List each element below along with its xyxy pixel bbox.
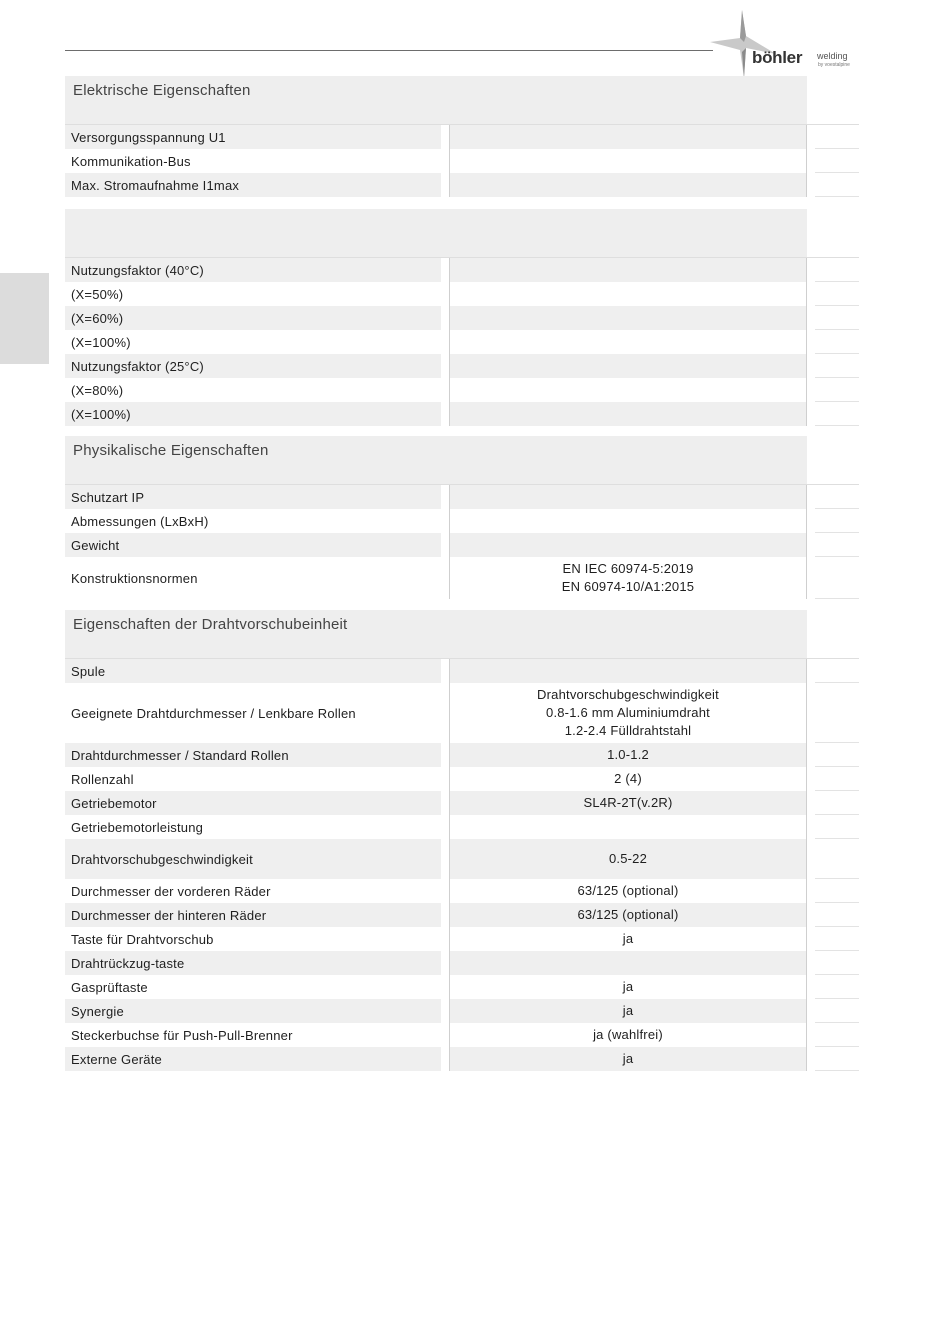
- section-header: [65, 610, 807, 659]
- row-extra: [807, 1023, 859, 1047]
- table-row: [65, 999, 859, 1023]
- row-value: [449, 402, 807, 426]
- table-row: [65, 282, 859, 306]
- row-value: [449, 767, 807, 791]
- section-physikalisch: [65, 436, 859, 599]
- table-row: [65, 791, 859, 815]
- row-extra: [807, 509, 859, 533]
- table-row: [65, 903, 859, 927]
- row-extra: [807, 743, 859, 767]
- row-value: [449, 659, 807, 683]
- row-label: Kommunikation-Bus: [71, 153, 191, 169]
- row-value: [449, 975, 807, 999]
- row-value: [449, 1023, 807, 1047]
- section-title: Physikalische Eigenschaften: [73, 442, 269, 459]
- row-value: [449, 282, 807, 306]
- row-extra: [807, 815, 859, 839]
- row-extra: [807, 951, 859, 975]
- row-extra: [807, 927, 859, 951]
- table-row: [65, 258, 859, 282]
- row-value: [449, 557, 807, 599]
- row-label: Getriebemotor: [65, 791, 441, 815]
- value-line: ja (wahlfrei): [593, 1027, 663, 1042]
- side-tab: [0, 273, 49, 364]
- row-label: Schutzart IP: [65, 485, 441, 509]
- section-elektrisch: [65, 76, 859, 197]
- table-row: [65, 306, 859, 330]
- row-extra: [807, 767, 859, 791]
- section-title: Eigenschaften der Drahtvorschubeinheit: [73, 616, 348, 633]
- row-extra: [807, 839, 859, 879]
- table-row: [65, 509, 859, 533]
- row-extra: [807, 999, 859, 1023]
- table-row: [65, 767, 859, 791]
- table-row: [65, 149, 859, 173]
- table-row: [65, 485, 859, 509]
- row-label: Durchmesser der vorderen Räder: [71, 883, 271, 899]
- row-value: [449, 743, 807, 767]
- row-value: [449, 879, 807, 903]
- row-value: [449, 173, 807, 197]
- header-rule: [65, 50, 713, 51]
- row-value: [449, 306, 807, 330]
- row-value: [449, 330, 807, 354]
- table-row: [65, 533, 859, 557]
- row-value: [449, 125, 807, 149]
- section-header: [65, 76, 807, 125]
- row-extra: [807, 879, 859, 903]
- table-row: [65, 173, 859, 197]
- row-label: Taste für Drahtvorschub: [71, 931, 214, 947]
- table-row: [65, 839, 859, 879]
- row-extra: [807, 378, 859, 402]
- row-label: Gewicht: [65, 533, 441, 557]
- row-value: [449, 378, 807, 402]
- row-extra: [807, 683, 859, 743]
- row-label: Versorgungsspannung U1: [65, 125, 441, 149]
- row-label: Gasprüftaste: [71, 979, 148, 995]
- row-value: [449, 951, 807, 975]
- row-label: Max. Stromaufnahme I1max: [65, 173, 441, 197]
- table-row: [65, 354, 859, 378]
- value-line: 0.5-22: [608, 851, 648, 866]
- table-row: [65, 975, 859, 999]
- section-nutzung: [65, 209, 859, 426]
- row-value: [449, 258, 807, 282]
- row-label: (X=60%): [65, 306, 441, 330]
- value-line: ja: [622, 979, 634, 994]
- row-value: [449, 999, 807, 1023]
- row-label: Getriebemotorleistung: [71, 819, 204, 835]
- table-row: [65, 927, 859, 951]
- row-extra: [807, 125, 859, 149]
- table-row: [65, 1047, 859, 1071]
- section-drahtvorschub: [65, 610, 859, 1071]
- table-row: [65, 659, 859, 683]
- table-row: [65, 402, 859, 426]
- row-value: [449, 149, 807, 173]
- row-extra: [807, 791, 859, 815]
- value-line: EN 60974-10/A1:2015: [561, 579, 695, 594]
- value-line: 1.0-1.2: [607, 747, 649, 762]
- table-row: [65, 879, 859, 903]
- row-extra: [807, 557, 859, 599]
- table-row: [65, 951, 859, 975]
- value-line: 63/125 (optional): [577, 907, 679, 922]
- value-line: EN IEC 60974-5:2019: [562, 561, 694, 576]
- bohler-welding-logo: [706, 8, 866, 80]
- table-row: [65, 1023, 859, 1047]
- row-label: Durchmesser der hinteren Räder: [65, 903, 441, 927]
- row-label: Rollenzahl: [71, 771, 134, 787]
- value-line: 0.8-1.6 mm Aluminiumdraht: [546, 705, 710, 720]
- row-label: (X=50%): [71, 286, 124, 302]
- row-value: [449, 354, 807, 378]
- row-value: [449, 1047, 807, 1071]
- row-label: Synergie: [65, 999, 441, 1023]
- row-label: Drahtrückzug-taste: [65, 951, 441, 975]
- row-extra: [807, 1047, 859, 1071]
- lightning-icon: [706, 8, 776, 80]
- row-label: (X=100%): [71, 334, 131, 350]
- row-label: Externe Geräte: [65, 1047, 441, 1071]
- row-label: Nutzungsfaktor (25°C): [65, 354, 441, 378]
- row-extra: [807, 659, 859, 683]
- row-value: [449, 815, 807, 839]
- section-header: [65, 209, 807, 258]
- row-label: Konstruktionsnormen: [71, 570, 198, 586]
- value-line: ja: [622, 1051, 634, 1066]
- logo-name: böhler: [752, 48, 803, 67]
- value-line: 2 (4): [614, 771, 642, 786]
- row-extra: [807, 330, 859, 354]
- row-extra: [807, 354, 859, 378]
- row-value: [449, 903, 807, 927]
- row-value: [449, 683, 807, 743]
- row-value: [449, 927, 807, 951]
- row-label: Drahtvorschubgeschwindigkeit: [65, 839, 441, 879]
- value-line: Drahtvorschubgeschwindigkeit: [537, 687, 719, 702]
- row-label: (X=80%): [71, 382, 124, 398]
- logo-word: welding: [817, 51, 848, 61]
- row-label: Abmessungen (LxBxH): [71, 513, 209, 529]
- row-value: [449, 839, 807, 879]
- table-row: [65, 815, 859, 839]
- row-label: Steckerbuchse für Push-Pull-Brenner: [71, 1027, 293, 1043]
- value-line: 63/125 (optional): [577, 883, 679, 898]
- row-extra: [807, 402, 859, 426]
- row-label: Spule: [65, 659, 441, 683]
- row-extra: [807, 975, 859, 999]
- row-value: [449, 485, 807, 509]
- value-line: 1.2-2.4 Fülldrahtstahl: [564, 723, 692, 738]
- row-extra: [807, 282, 859, 306]
- section-title: Elektrische Eigenschaften: [73, 82, 251, 99]
- row-value: [449, 533, 807, 557]
- section-header: [65, 436, 807, 485]
- row-extra: [807, 306, 859, 330]
- row-extra: [807, 173, 859, 197]
- table-row: [65, 378, 859, 402]
- row-label: Geeignete Drahtdurchmesser / Lenkbare Rollen: [71, 705, 356, 721]
- row-extra: [807, 149, 859, 173]
- value-line: ja: [622, 931, 634, 946]
- row-extra: [807, 258, 859, 282]
- row-extra: [807, 533, 859, 557]
- table-row: [65, 125, 859, 149]
- table-row: [65, 330, 859, 354]
- row-label: Nutzungsfaktor (40°C): [65, 258, 441, 282]
- logo-tagline: by voestalpine: [818, 62, 850, 68]
- value-line: SL4R-2T(v.2R): [583, 795, 673, 810]
- value-line: ja: [622, 1003, 634, 1018]
- table-row: [65, 683, 859, 743]
- row-extra: [807, 903, 859, 927]
- row-label: (X=100%): [65, 402, 441, 426]
- table-row: [65, 557, 859, 599]
- row-value: [449, 791, 807, 815]
- row-extra: [807, 485, 859, 509]
- table-row: [65, 743, 859, 767]
- row-value: [449, 509, 807, 533]
- row-label: Drahtdurchmesser / Standard Rollen: [65, 743, 441, 767]
